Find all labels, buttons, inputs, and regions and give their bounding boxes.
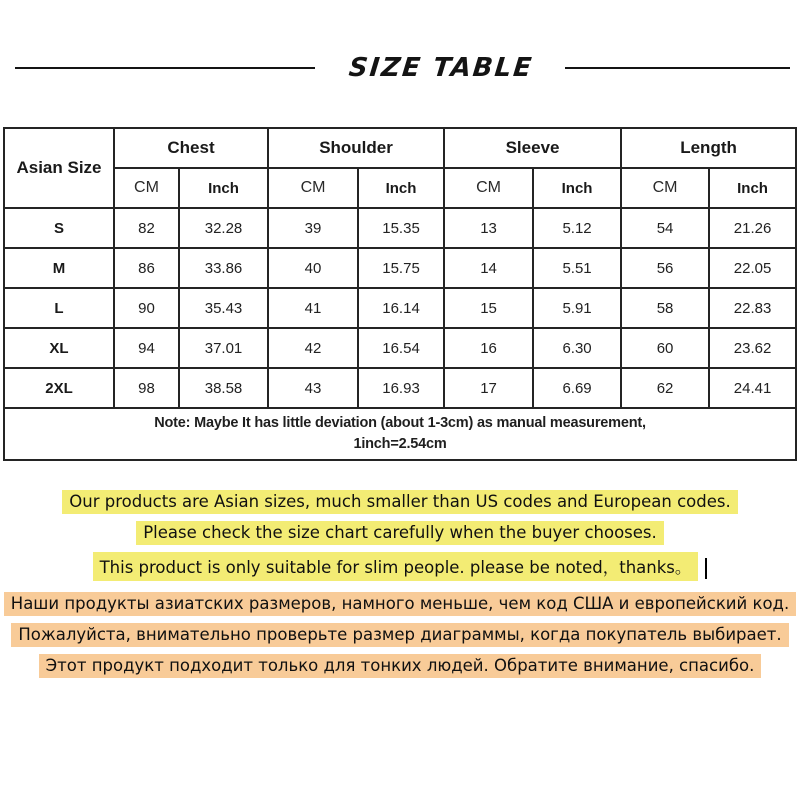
value-cell: 16 xyxy=(444,328,533,368)
table-row-s xyxy=(4,208,796,248)
english-notice-1 xyxy=(62,490,737,514)
header-unit-row xyxy=(4,168,796,208)
value-cell: 16.54 xyxy=(358,328,444,368)
asian-size-header: Asian Size xyxy=(4,128,114,208)
value-cell: 35.43 xyxy=(179,288,268,328)
value-cell: 15.75 xyxy=(358,248,444,288)
value-cell: 16.93 xyxy=(358,368,444,408)
value-cell: 90 xyxy=(114,288,179,328)
value-cell: 86 xyxy=(114,248,179,288)
title-rule-left xyxy=(15,67,315,69)
value-cell: 24.41 xyxy=(709,368,796,408)
value-cell: 58 xyxy=(621,288,709,328)
value-cell: 13 xyxy=(444,208,533,248)
size-label: XL xyxy=(4,328,114,368)
english-notice-1-text: Our products are Asian sizes, much smaller than US codes and European codes. xyxy=(62,490,737,514)
russian-notice-2-text: Пожалуйста, внимательно проверьте размер диаграммы, когда покупатель выбирает. xyxy=(11,623,788,647)
value-cell: 16.14 xyxy=(358,288,444,328)
table-row-m xyxy=(4,248,796,288)
value-cell: 39 xyxy=(268,208,358,248)
length-cm-header: CM xyxy=(621,168,709,208)
note-row xyxy=(4,408,796,460)
value-cell: 5.51 xyxy=(533,248,621,288)
value-cell: 22.83 xyxy=(709,288,796,328)
value-cell: 6.30 xyxy=(533,328,621,368)
table-row-2xl xyxy=(4,368,796,408)
sleeve-header: Sleeve xyxy=(444,128,621,168)
header-group-row xyxy=(4,128,796,168)
value-cell: 94 xyxy=(114,328,179,368)
size-label: M xyxy=(4,248,114,288)
english-notice-2-text: Please check the size chart carefully when the buyer chooses. xyxy=(136,521,664,545)
size-table xyxy=(3,127,797,461)
english-notice-3-text: This product is only suitable for slim people. please be noted，thanks。 xyxy=(93,552,699,581)
value-cell: 42 xyxy=(268,328,358,368)
sleeve-inch-header: Inch xyxy=(533,168,621,208)
title-rule-right xyxy=(565,67,790,69)
length-header: Length xyxy=(621,128,796,168)
value-cell: 32.28 xyxy=(179,208,268,248)
russian-notice-2 xyxy=(11,623,788,647)
title-row xyxy=(0,0,800,82)
shoulder-header: Shoulder xyxy=(268,128,444,168)
value-cell: 22.05 xyxy=(709,248,796,288)
value-cell: 98 xyxy=(114,368,179,408)
value-cell: 82 xyxy=(114,208,179,248)
text-cursor xyxy=(705,558,707,579)
value-cell: 38.58 xyxy=(179,368,268,408)
value-cell: 41 xyxy=(268,288,358,328)
page-title: SIZE TABLE xyxy=(347,53,535,83)
value-cell: 40 xyxy=(268,248,358,288)
value-cell: 33.86 xyxy=(179,248,268,288)
value-cell: 37.01 xyxy=(179,328,268,368)
value-cell: 5.12 xyxy=(533,208,621,248)
english-notice-2 xyxy=(136,521,664,545)
value-cell: 14 xyxy=(444,248,533,288)
shoulder-cm-header: CM xyxy=(268,168,358,208)
english-notice-3 xyxy=(93,552,708,581)
chest-inch-header: Inch xyxy=(179,168,268,208)
note-line-1: Note: Maybe It has little deviation (about 1-3cm) as manual measurement, xyxy=(154,415,646,431)
table-row-xl xyxy=(4,328,796,368)
russian-notice-1-text: Наши продукты азиатских размеров, намного меньше, чем код США и европейский код. xyxy=(4,592,796,616)
value-cell: 17 xyxy=(444,368,533,408)
value-cell: 56 xyxy=(621,248,709,288)
value-cell: 21.26 xyxy=(709,208,796,248)
russian-notice-1 xyxy=(4,592,796,616)
chest-cm-header: CM xyxy=(114,168,179,208)
value-cell: 60 xyxy=(621,328,709,368)
length-inch-header: Inch xyxy=(709,168,796,208)
table-row-l xyxy=(4,288,796,328)
russian-notice-3 xyxy=(39,654,762,678)
size-label: S xyxy=(4,208,114,248)
note-line-2: 1inch=2.54cm xyxy=(353,436,447,453)
measurement-note xyxy=(4,408,796,460)
shoulder-inch-header: Inch xyxy=(358,168,444,208)
russian-notice-3-text: Этот продукт подходит только для тонких людей. Обратите внимание, спасибо. xyxy=(39,654,762,678)
value-cell: 62 xyxy=(621,368,709,408)
value-cell: 54 xyxy=(621,208,709,248)
value-cell: 43 xyxy=(268,368,358,408)
value-cell: 6.69 xyxy=(533,368,621,408)
chest-header: Chest xyxy=(114,128,268,168)
sleeve-cm-header: CM xyxy=(444,168,533,208)
size-label: 2XL xyxy=(4,368,114,408)
value-cell: 15 xyxy=(444,288,533,328)
value-cell: 5.91 xyxy=(533,288,621,328)
notices-section xyxy=(0,490,800,685)
value-cell: 23.62 xyxy=(709,328,796,368)
value-cell: 15.35 xyxy=(358,208,444,248)
size-label: L xyxy=(4,288,114,328)
